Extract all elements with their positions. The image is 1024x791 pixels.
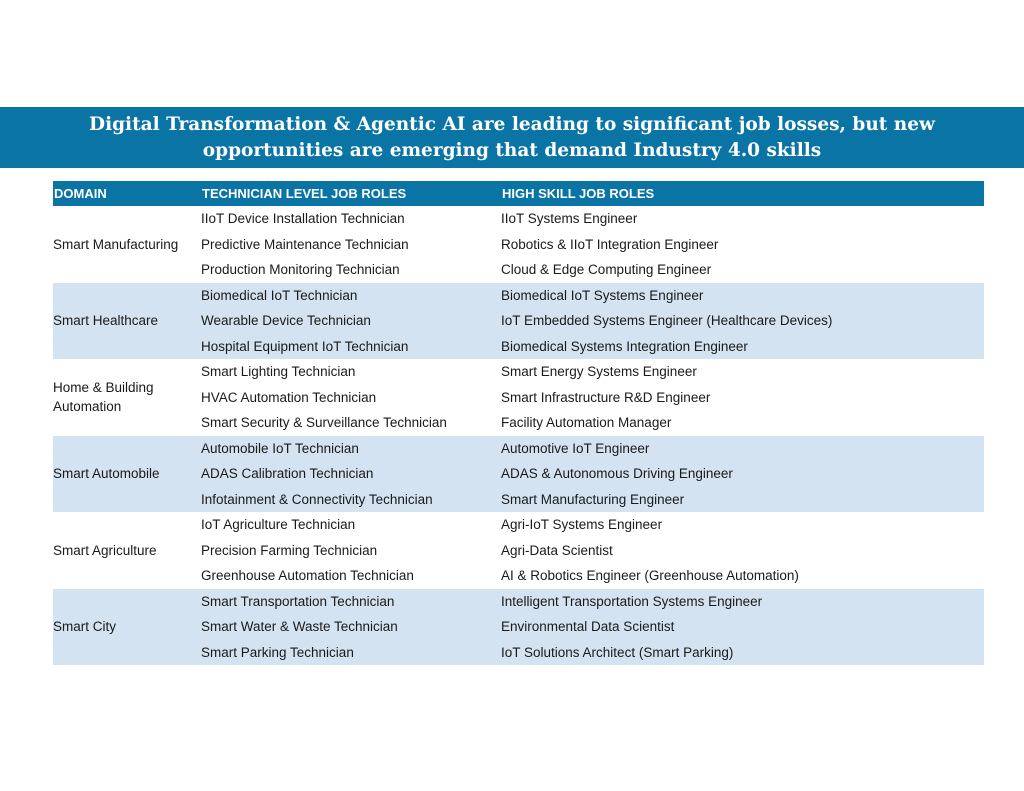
title-banner [0,107,1024,168]
table-header-row [53,181,984,206]
high-skill-role-cell: ADAS & Autonomous Driving Engineer [501,461,984,487]
domain-group-smart-agriculture [53,512,984,589]
high-skill-role-cell: IoT Embedded Systems Engineer (Healthcare Devices) [501,308,984,334]
technician-role-cell: Smart Parking Technician [201,640,501,666]
high-skill-role-cell: Intelligent Transportation Systems Engineer [501,589,984,615]
technician-role-cell: Automobile IoT Technician [201,436,501,462]
technician-role-cell: Precision Farming Technician [201,538,501,564]
domain-cell: Home & Building Automation [53,359,201,436]
table-row [53,359,984,385]
domain-group-smart-manufacturing [53,206,984,283]
domain-group-smart-city [53,589,984,666]
technician-role-cell: Smart Security & Surveillance Technician [201,410,501,436]
domain-cell: Smart Healthcare [53,283,201,360]
high-skill-role-cell: Automotive IoT Engineer [501,436,984,462]
high-skill-role-cell: IoT Solutions Architect (Smart Parking) [501,640,984,666]
technician-role-cell: Biomedical IoT Technician [201,283,501,309]
high-skill-role-cell: Facility Automation Manager [501,410,984,436]
technician-role-cell: HVAC Automation Technician [201,385,501,411]
high-skill-role-cell: Agri-Data Scientist [501,538,984,564]
high-skill-role-cell: Biomedical IoT Systems Engineer [501,283,984,309]
table-row [53,589,984,615]
technician-role-cell: Smart Lighting Technician [201,359,501,385]
high-skill-role-cell: IIoT Systems Engineer [501,206,984,232]
technician-role-cell: Production Monitoring Technician [201,257,501,283]
domain-group-smart-healthcare [53,283,984,360]
table-row [53,436,984,462]
column-header-high-skill-roles: HIGH SKILL JOB ROLES [501,181,984,206]
high-skill-role-cell: Smart Manufacturing Engineer [501,487,984,513]
domain-cell: Smart City [53,589,201,666]
technician-role-cell: Wearable Device Technician [201,308,501,334]
technician-role-cell: Smart Transportation Technician [201,589,501,615]
domain-cell: Smart Manufacturing [53,206,201,283]
high-skill-role-cell: Robotics & IIoT Integration Engineer [501,232,984,258]
high-skill-role-cell: Smart Infrastructure R&D Engineer [501,385,984,411]
domain-group-smart-automobile [53,436,984,513]
job-roles-table [53,181,984,665]
table-header [53,181,984,206]
domain-cell: Smart Automobile [53,436,201,513]
technician-role-cell: IoT Agriculture Technician [201,512,501,538]
technician-role-cell: Greenhouse Automation Technician [201,563,501,589]
high-skill-role-cell: Cloud & Edge Computing Engineer [501,257,984,283]
page-title: Digital Transformation & Agentic AI are leading to significant job losses, but new opportunities are emerging that demand Industry 4.0 skills [89,113,935,161]
table-row [53,206,984,232]
high-skill-role-cell: Environmental Data Scientist [501,614,984,640]
high-skill-role-cell: Agri-IoT Systems Engineer [501,512,984,538]
technician-role-cell: Hospital Equipment IoT Technician [201,334,501,360]
column-header-domain: DOMAIN [53,181,201,206]
technician-role-cell: Infotainment & Connectivity Technician [201,487,501,513]
domain-group-home-building-automation [53,359,984,436]
high-skill-role-cell: Smart Energy Systems Engineer [501,359,984,385]
high-skill-role-cell: Biomedical Systems Integration Engineer [501,334,984,360]
technician-role-cell: Predictive Maintenance Technician [201,232,501,258]
technician-role-cell: IIoT Device Installation Technician [201,206,501,232]
table-row [53,512,984,538]
column-header-technician-roles: TECHNICIAN LEVEL JOB ROLES [201,181,501,206]
table-row [53,283,984,309]
technician-role-cell: ADAS Calibration Technician [201,461,501,487]
domain-cell: Smart Agriculture [53,512,201,589]
high-skill-role-cell: AI & Robotics Engineer (Greenhouse Automation) [501,563,984,589]
technician-role-cell: Smart Water & Waste Technician [201,614,501,640]
